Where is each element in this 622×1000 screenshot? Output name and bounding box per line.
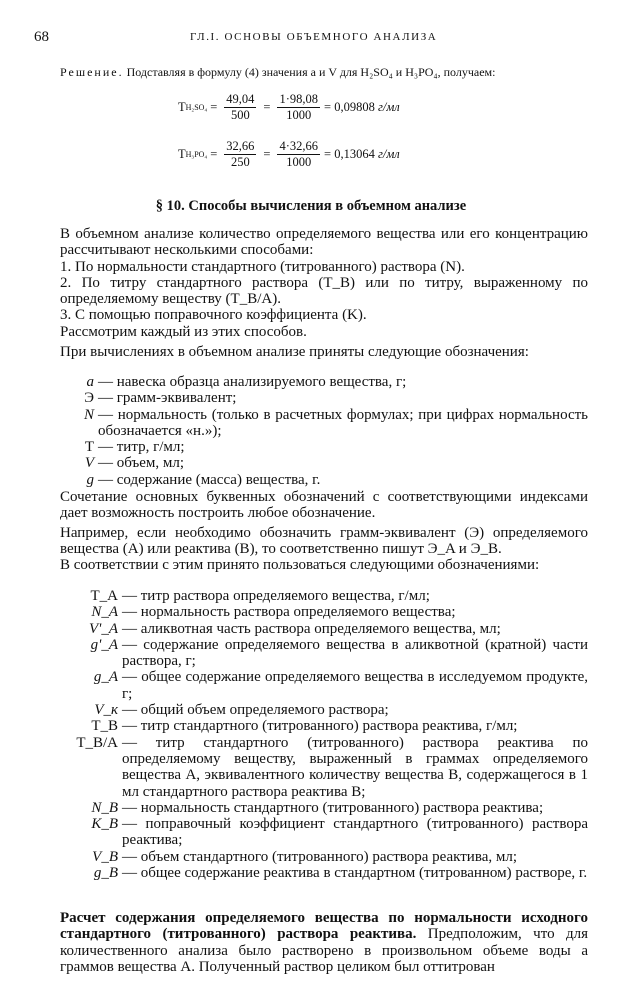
fraction: $\frac{49,04}{500}$ [226,92,255,122]
notation-list-basic [60,374,588,488]
formula-unit: г/мл [377,100,400,114]
notation-row: V'_A — аликвотная часть раствора определяемого вещества, мл; [88,620,501,637]
formula-h2so4: T H₂SO₄ = $\frac{49,04}{500}$ = $\frac{1\cdot 98,08}{1000}$ = 0,09808 г/мл [178,92,400,122]
notation-row: g — содержание (масса) вещества, г. [86,471,321,488]
notation-row: a — навеска образца анализируемого вещества, г; [86,374,407,390]
notation-row: V — объем, мл; [84,455,185,472]
intro-paragraphs [60,226,588,360]
notation-row: T_B/A — титр стандартного (титрованного) раствора реактива по определяемому веществу, выраженный в граммах определяемого вещества А, эквивалентного количеству вещества В, содержащегося в 1 мл стандартного раствора реактива В; [76,734,588,800]
notation-row: V_к — общий объем определяемого раствора; [94,702,389,719]
notation-row: T_A — титр раствора определяемого вещества, г/мл; [90,588,430,604]
notation-row: g'_A — содержание определяемого вещества в аликвотной (кратной) части раствора, г; [90,636,588,670]
middle-paragraphs [60,489,588,573]
formula-h3po4: T H₃PO₄ = $\frac{32,66}{250}$ = $\frac{4\cdot 32,66}{1000}$ = 0,13064 г/мл [178,139,400,169]
solution-text: Подставляя в формулу (4) значения a и V для H₂SO₄ и H₃PO₄, получаем: [123,65,496,79]
fraction: $\frac{32,66}{250}$ [226,139,255,169]
solution-lead: Решение. [60,65,124,79]
paragraph: Сочетание основных буквенных обозначений с соответствующими индексами дает возможность построить любое обозначение. [60,489,588,522]
paragraph: При вычислениях в объемном анализе приняты следующие обозначения: [60,344,529,361]
solution-intro [60,65,582,79]
formula-result: = 0,13064 [324,147,375,161]
paragraph: Рассмотрим каждый из этих способов. [60,323,307,340]
notation-row: N — нормальность (только в расчетных формулах; при цифрах нормальность обозначается «н.»); [83,406,588,439]
formula-lhs-sub: H₃PO₄ [185,150,208,159]
running-title: ГЛ.I. ОСНОВЫ ОБЪЕМНОГО АНАЛИЗА [190,31,438,43]
paragraph: 1. По нормальности стандартного (титрованного) раствора (N). [60,258,465,275]
paragraph: 3. С помощью поправочного коэффициента (K). [60,307,367,324]
final-paragraph [60,910,588,975]
notation-row: T_B — титр стандартного (титрованного) раствора реактива, г/мл; [91,718,518,735]
formula-result: = 0,09808 [324,100,375,114]
final-heading: Расчет содержания определяемого вещества по нормальности исходного стандартного (титрованного) раствора реактива. [60,910,588,943]
notation-row: T — титр, г/мл; [84,439,185,456]
paragraph: В объемном анализе количество определяемого вещества или его концентрацию рассчитывают несколькими способами: [60,226,588,259]
formula-lhs: T [178,147,186,161]
notation-row: K_B — поправочный коэффициент стандартного (титрованного) раствора реактива; [91,816,588,849]
notation-row: V_B — объем стандартного (титрованного) раствора реактива, мл; [92,848,518,865]
formula-lhs: T [178,100,186,114]
formula-lhs-sub: H₂SO₄ [185,103,208,112]
notation-row: N_B — нормальность стандартного (титрованного) раствора реактива; [91,799,544,816]
final-text: Предположим, что для количественного анализа было растворено в произвольном объеме воды a граммов вещества А. Полученный раствор целиком был оттитрован [60,926,589,975]
notation-list-indexed [60,588,588,881]
notation-row: g_A — общее содержание определяемого вещества в исследуемом продукте, г; [93,669,588,702]
fraction: $\frac{4\cdot 32,66}{1000}$ [279,139,319,169]
notation-row: N_A — нормальность раствора определяемого вещества; [91,604,456,621]
page-number: 68 [34,29,49,45]
paragraph: Например, если необходимо обозначить грамм-эквивалент (Э) определяемого вещества (А) или реактива (В), то соответственно пишут Э_A и Э_B. [60,524,588,557]
fraction: $\frac{1\cdot 98,08}{1000}$ [279,92,319,122]
formula-unit: г/мл [377,147,400,161]
notation-row: g_B — общее содержание реактива в стандартном (титрованном) растворе, г. [93,865,588,882]
section-title: § 10. Способы вычисления в объемном анализе [155,198,467,214]
notation-row: Э — грамм-эквивалент; [84,390,237,407]
paragraph [60,910,588,975]
paragraph: В соответствии с этим принято пользоваться следующими обозначениями: [60,557,540,574]
paragraph: 2. По титру стандартного раствора (T_B) или по титру, выраженному по определяемому веществу (T_B/A). [60,274,588,308]
